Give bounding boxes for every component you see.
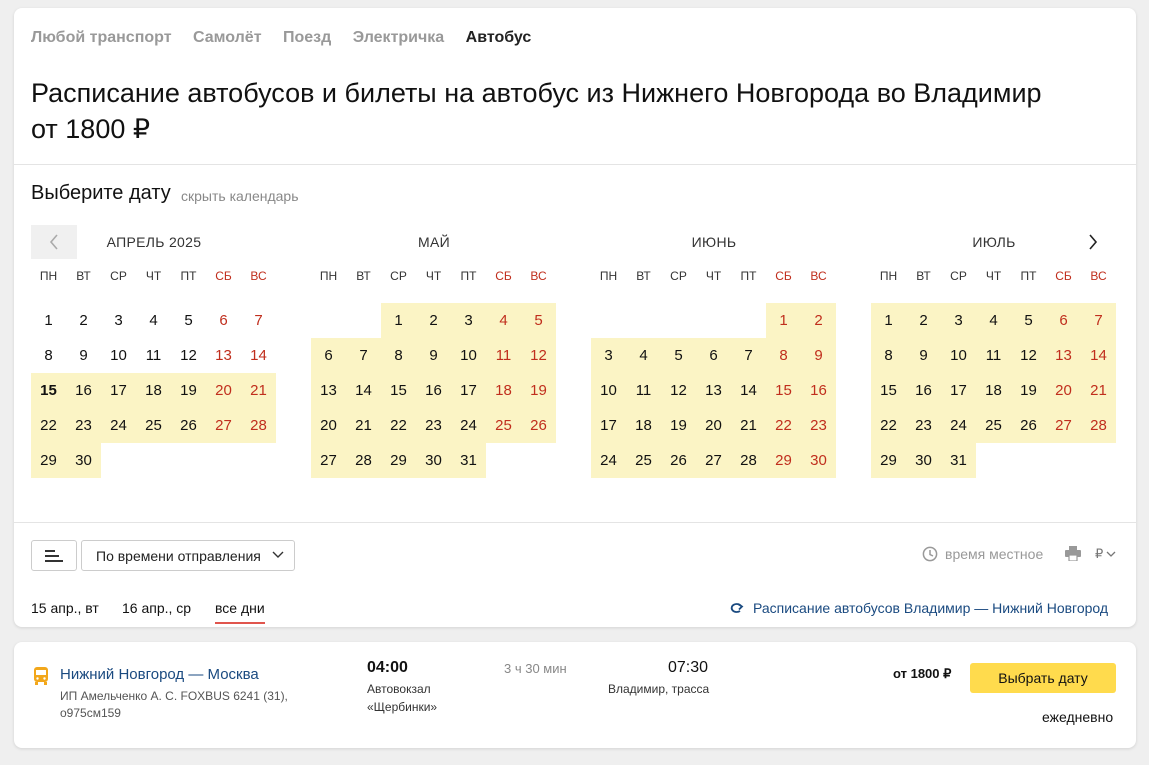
calendar-day[interactable]: 28	[241, 408, 276, 443]
calendar-day[interactable]: 25	[626, 443, 661, 478]
calendar-day[interactable]: 3	[451, 303, 486, 338]
calendar-day[interactable]: 7	[731, 338, 766, 373]
calendar-day[interactable]: 15	[31, 373, 66, 408]
calendar-day[interactable]: 16	[906, 373, 941, 408]
main-card	[14, 8, 1136, 627]
calendar-day[interactable]: 22	[766, 408, 801, 443]
calendar-day[interactable]: 7	[346, 338, 381, 373]
calendar-day[interactable]: 18	[136, 373, 171, 408]
weekday-label: ВС	[1090, 269, 1107, 283]
calendar-day[interactable]: 4	[976, 303, 1011, 338]
divider	[14, 164, 1136, 165]
calendar-day[interactable]: 11	[976, 338, 1011, 373]
calendar-day[interactable]: 30	[416, 443, 451, 478]
calendar-day[interactable]: 23	[906, 408, 941, 443]
calendar-day[interactable]: 1	[766, 303, 801, 338]
currency-select[interactable]	[1095, 546, 1116, 562]
calendar-day[interactable]: 8	[871, 338, 906, 373]
calendar-day[interactable]: 5	[1011, 303, 1046, 338]
calendar-heading: Выберите дату	[31, 182, 171, 204]
weekday-label: ПТ	[1020, 269, 1037, 283]
calendar-day[interactable]: 15	[871, 373, 906, 408]
weekday-label: ПТ	[740, 269, 757, 283]
calendar-day: 2	[79, 312, 88, 329]
day-tab-all-days[interactable]: все дни	[215, 600, 265, 624]
calendar-day: 7	[254, 312, 263, 329]
calendar-day[interactable]: 6	[696, 338, 731, 373]
weekday-label: ВТ	[356, 269, 371, 283]
calendar-day[interactable]: 28	[346, 443, 381, 478]
calendar-day: 9	[79, 347, 88, 364]
calendar-day[interactable]: 2	[416, 303, 451, 338]
reverse-route-link[interactable]	[728, 600, 1108, 616]
tab-plane[interactable]: Самолёт	[192, 29, 262, 46]
calendar-day[interactable]: 21	[346, 408, 381, 443]
calendar-day[interactable]: 22	[31, 408, 66, 443]
calendar-day[interactable]: 26	[521, 408, 556, 443]
arrival-station: Владимир, трасса	[608, 682, 710, 696]
calendar-day[interactable]: 25	[136, 408, 171, 443]
calendar-day[interactable]: 16	[66, 373, 101, 408]
tab-any-transport[interactable]: Любой транспорт	[31, 29, 172, 46]
calendar-day[interactable]: 25	[976, 408, 1011, 443]
currency-label: ₽	[1095, 546, 1104, 561]
month-title: ИЮНЬ	[691, 234, 737, 250]
calendar-day[interactable]: 27	[206, 408, 241, 443]
clock-icon	[922, 546, 938, 562]
calendar-day[interactable]: 23	[801, 408, 836, 443]
calendar-day[interactable]: 11	[486, 338, 521, 373]
weekday-label: ВТ	[636, 269, 651, 283]
weekday-label: СР	[670, 269, 687, 283]
calendar-day[interactable]: 27	[1046, 408, 1081, 443]
calendar-day[interactable]: 1	[871, 303, 906, 338]
trip-frequency: ежедневно	[1042, 709, 1114, 725]
calendar-day[interactable]: 17	[451, 373, 486, 408]
route-link[interactable]: Нижний Новгород — Москва	[60, 666, 259, 683]
calendar-day[interactable]: 20	[696, 408, 731, 443]
weekday-label: ЧТ	[985, 269, 1002, 283]
weekday-label: ЧТ	[145, 269, 162, 283]
filter-icon	[45, 549, 63, 563]
calendar-day[interactable]: 26	[171, 408, 206, 443]
weekday-label: ЧТ	[705, 269, 722, 283]
calendar-day[interactable]: 30	[906, 443, 941, 478]
calendar-day[interactable]: 10	[591, 373, 626, 408]
weekday-label: ВС	[810, 269, 827, 283]
weekday-label: СР	[110, 269, 127, 283]
calendar-day[interactable]: 19	[171, 373, 206, 408]
calendar-day[interactable]: 28	[731, 443, 766, 478]
calendar-day[interactable]: 14	[346, 373, 381, 408]
calendar-day[interactable]: 14	[731, 373, 766, 408]
tab-bus[interactable]: Автобус	[465, 29, 532, 46]
calendar-day[interactable]: 16	[416, 373, 451, 408]
calendar-day[interactable]: 24	[591, 443, 626, 478]
calendar-day[interactable]: 9	[906, 338, 941, 373]
calendar-day[interactable]: 14	[1081, 338, 1116, 373]
calendar-day[interactable]: 13	[311, 373, 346, 408]
weekday-label: ПН	[319, 269, 338, 283]
calendar-day[interactable]: 25	[486, 408, 521, 443]
sort-select-label: По времени отправления	[96, 547, 261, 564]
weekday-label: ЧТ	[425, 269, 442, 283]
calendar-day[interactable]: 2	[906, 303, 941, 338]
calendar-day[interactable]: 26	[661, 443, 696, 478]
weekday-label: СБ	[215, 269, 232, 283]
carrier-info: ИП Амельченко А. С. FOXBUS 6241 (31), о975см159	[60, 689, 288, 720]
calendar-day[interactable]: 6	[1046, 303, 1081, 338]
calendar-day[interactable]: 9	[801, 338, 836, 373]
calendar-day[interactable]: 10	[451, 338, 486, 373]
calendar-day[interactable]: 18	[976, 373, 1011, 408]
calendar-day[interactable]: 19	[521, 373, 556, 408]
calendar-day[interactable]: 20	[206, 373, 241, 408]
day-tab-apr-15[interactable]: 15 апр., вт	[31, 600, 99, 616]
weekday-label: ПТ	[180, 269, 197, 283]
calendar-day[interactable]: 15	[381, 373, 416, 408]
calendar-day[interactable]: 21	[1081, 373, 1116, 408]
calendar-day[interactable]: 20	[1046, 373, 1081, 408]
calendar-day[interactable]: 30	[66, 443, 101, 478]
calendar-day[interactable]: 29	[766, 443, 801, 478]
weekday-label: ПТ	[460, 269, 477, 283]
weekday-label: ВТ	[916, 269, 931, 283]
calendar-day[interactable]: 29	[871, 443, 906, 478]
hide-calendar-link[interactable]: скрыть календарь	[181, 188, 299, 204]
print-button[interactable]	[1065, 546, 1081, 566]
filter-button[interactable]	[31, 540, 77, 571]
calendar-day[interactable]: 7	[1081, 303, 1116, 338]
weekday-label: ПН	[39, 269, 58, 283]
calendar-day: 6	[219, 312, 228, 329]
month-title: МАЙ	[418, 234, 450, 250]
choose-date-button[interactable]: Выбрать дату	[970, 663, 1116, 693]
calendar-day[interactable]: 12	[521, 338, 556, 373]
calendar-day[interactable]: 5	[521, 303, 556, 338]
trip-duration: 3 ч 30 мин	[504, 661, 567, 676]
calendar-day[interactable]: 21	[241, 373, 276, 408]
weekday-label: СБ	[1055, 269, 1072, 283]
reverse-route-label: Расписание автобусов Владимир — Нижний Новгород	[753, 600, 1109, 616]
local-time-note	[922, 546, 1043, 562]
chevron-down-icon	[1106, 551, 1116, 558]
calendar-day[interactable]: 18	[486, 373, 521, 408]
local-time-label: время местное	[945, 546, 1044, 562]
calendar-day[interactable]: 6	[311, 338, 346, 373]
calendar-day: 12	[180, 347, 197, 364]
calendar-day: 1	[44, 312, 53, 329]
weekday-label: ВС	[250, 269, 267, 283]
calendar-day[interactable]: 1	[381, 303, 416, 338]
calendar-day[interactable]: 24	[451, 408, 486, 443]
printer-icon	[1065, 546, 1081, 561]
calendar-day[interactable]: 27	[696, 443, 731, 478]
calendar-day[interactable]: 8	[381, 338, 416, 373]
calendar-day[interactable]: 22	[381, 408, 416, 443]
calendar-day[interactable]: 4	[626, 338, 661, 373]
tab-suburban-train[interactable]: Электричка	[352, 29, 445, 46]
calendar-day[interactable]: 23	[66, 408, 101, 443]
calendar-day[interactable]: 22	[871, 408, 906, 443]
calendar-day[interactable]: 11	[626, 373, 661, 408]
calendar-day: 13	[215, 347, 232, 364]
calendar-day[interactable]: 27	[311, 443, 346, 478]
calendar-day[interactable]: 3	[591, 338, 626, 373]
arrival-time: 07:30	[668, 659, 709, 676]
calendar-day[interactable]: 9	[416, 338, 451, 373]
swap-arrows-icon	[728, 602, 744, 614]
calendar-day: 5	[184, 312, 193, 329]
departure-time: 04:00	[367, 659, 408, 676]
month-title: ИЮЛЬ	[972, 234, 1016, 250]
transport-tabs	[31, 29, 548, 49]
calendar-day[interactable]: 17	[101, 373, 136, 408]
calendar-day[interactable]: 12	[1011, 338, 1046, 373]
calendar-day[interactable]: 30	[801, 443, 836, 478]
calendar-day[interactable]: 19	[661, 408, 696, 443]
calendar-day[interactable]: 5	[661, 338, 696, 373]
weekday-label: СР	[390, 269, 407, 283]
calendar-day: 8	[44, 347, 53, 364]
calendar-day[interactable]: 8	[766, 338, 801, 373]
calendar-day: 11	[145, 347, 162, 364]
calendar-day[interactable]: 24	[941, 408, 976, 443]
weekday-label: ПН	[879, 269, 898, 283]
bus-icon	[34, 667, 48, 690]
weekday-label: ПН	[599, 269, 618, 283]
calendar-day[interactable]: 16	[801, 373, 836, 408]
calendar-day[interactable]: 15	[766, 373, 801, 408]
weekday-label: СР	[950, 269, 967, 283]
calendar-day[interactable]: 13	[1046, 338, 1081, 373]
calendar-day[interactable]: 2	[801, 303, 836, 338]
calendar-day[interactable]: 20	[311, 408, 346, 443]
calendar-day[interactable]: 29	[31, 443, 66, 478]
calendar-day[interactable]: 29	[381, 443, 416, 478]
calendar-day: 4	[149, 312, 158, 329]
sort-select[interactable]	[81, 540, 295, 571]
calendar-day[interactable]: 24	[101, 408, 136, 443]
day-tab-apr-16[interactable]: 16 апр., ср	[122, 600, 192, 616]
weekday-label: ВС	[530, 269, 547, 283]
calendar-day[interactable]: 10	[941, 338, 976, 373]
weekday-label: СБ	[775, 269, 792, 283]
calendar-day[interactable]: 31	[451, 443, 486, 478]
divider	[14, 522, 1136, 523]
weekday-label: СБ	[495, 269, 512, 283]
calendar-day[interactable]: 17	[591, 408, 626, 443]
calendar-day[interactable]: 28	[1081, 408, 1116, 443]
trip-card	[14, 642, 1136, 748]
calendar-day[interactable]: 4	[486, 303, 521, 338]
calendar-day[interactable]: 12	[661, 373, 696, 408]
tab-train[interactable]: Поезд	[282, 29, 332, 46]
weekday-label: ВТ	[76, 269, 91, 283]
calendar-day: 3	[114, 312, 123, 329]
calendar-day[interactable]: 18	[626, 408, 661, 443]
calendar-day[interactable]: 21	[731, 408, 766, 443]
calendar-day: 10	[110, 347, 127, 364]
chevron-down-icon	[272, 551, 284, 559]
page-title: Расписание автобусов и билеты на автобус из Нижнего Новгорода во Владимир от 1800 ₽	[31, 78, 1042, 144]
trip-price: от 1800 ₽	[893, 666, 952, 681]
calendar-day[interactable]: 19	[1011, 373, 1046, 408]
calendar-day[interactable]: 31	[941, 443, 976, 478]
calendar-day[interactable]: 23	[416, 408, 451, 443]
calendar-day: 14	[250, 347, 267, 364]
calendar-day[interactable]: 26	[1011, 408, 1046, 443]
calendar-day[interactable]: 13	[696, 373, 731, 408]
month-title: АПРЕЛЬ 2025	[106, 234, 202, 250]
calendar-day[interactable]: 3	[941, 303, 976, 338]
departure-station: Автовокзал «Щербинки»	[367, 682, 438, 714]
calendar-day[interactable]: 17	[941, 373, 976, 408]
